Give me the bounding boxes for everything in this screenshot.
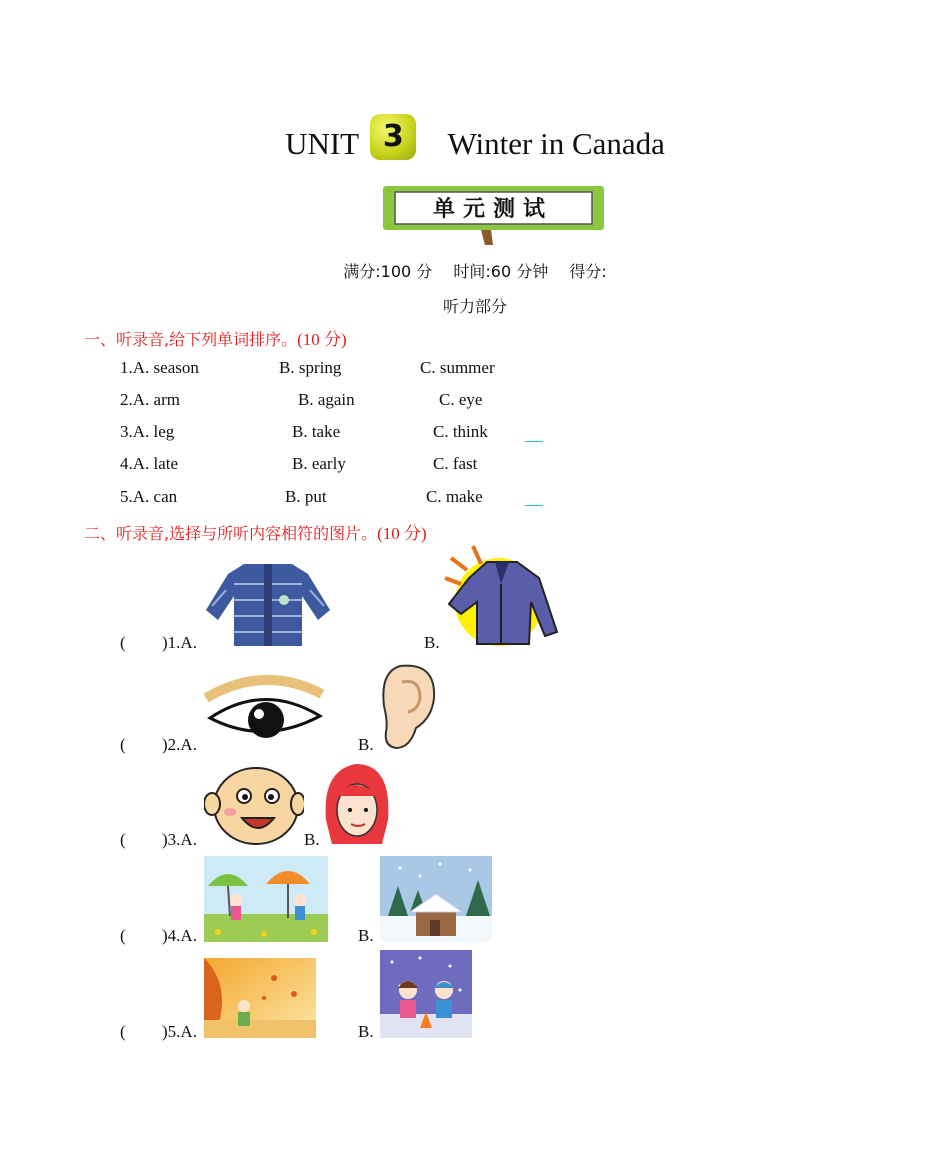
- list-item: [120, 487, 620, 509]
- unit-title: Winter in Canada: [447, 126, 665, 161]
- snowy-house-picture[interactable]: [380, 856, 492, 942]
- ear-picture[interactable]: [380, 662, 438, 752]
- unit-test-banner: [381, 183, 606, 245]
- option-a: 2.A. arm: [120, 390, 180, 409]
- option-b-label: B.: [424, 633, 440, 652]
- answer-paren-open[interactable]: (: [120, 735, 126, 754]
- part-title: 听力部分: [442, 297, 507, 316]
- option-b: B. put: [285, 487, 327, 506]
- answer-paren-open[interactable]: (: [120, 830, 126, 849]
- boy-face-picture[interactable]: [204, 762, 304, 848]
- eye-picture[interactable]: [204, 672, 324, 744]
- option-b: B. spring: [279, 358, 342, 377]
- option-b: B. again: [298, 390, 355, 409]
- option-b-label: B.: [304, 830, 320, 849]
- answer-paren-open[interactable]: (: [120, 926, 126, 945]
- option-a: 5.A. can: [120, 487, 178, 506]
- time-limit: 时间:60 分钟: [453, 262, 549, 281]
- unit-prefix: UNIT: [285, 126, 359, 161]
- question-label: )2.A.: [162, 735, 197, 754]
- page-title: [0, 119, 950, 174]
- winter-children-picture[interactable]: [380, 950, 472, 1038]
- spring-rain-picture[interactable]: [204, 856, 328, 942]
- option-a: 3.A. leg: [120, 422, 175, 441]
- option-c: C. eye: [439, 390, 483, 409]
- score-info: [0, 259, 950, 282]
- list-item: [120, 358, 620, 380]
- section1-title-text: 一、听录音,给下列单词排序。: [84, 330, 298, 349]
- autumn-picture[interactable]: [204, 958, 316, 1038]
- full-marks: 满分:100 分: [343, 262, 433, 281]
- question-label: )3.A.: [162, 830, 197, 849]
- answer-paren-open[interactable]: (: [120, 633, 126, 652]
- jacket-picture[interactable]: [443, 544, 561, 648]
- unit-number-badge: 3: [370, 114, 416, 160]
- question-label: )1.A.: [162, 633, 197, 652]
- question-label: )4.A.: [162, 926, 197, 945]
- score-field: 得分:: [569, 262, 607, 281]
- option-c: C. summer: [420, 358, 495, 377]
- section1-points: (10 分): [297, 330, 347, 349]
- list-item: [120, 390, 620, 412]
- section2-points: (10 分): [377, 524, 427, 543]
- option-b-label: B.: [358, 1022, 374, 1041]
- option-b: B. take: [292, 422, 341, 441]
- girl-face-picture[interactable]: [322, 760, 392, 848]
- option-b-label: B.: [358, 735, 374, 754]
- answer-blank[interactable]: [525, 504, 543, 506]
- section2-title: [84, 519, 427, 544]
- option-b-label: B.: [358, 926, 374, 945]
- option-c: C. fast: [433, 454, 478, 473]
- answer-paren-open[interactable]: (: [120, 1022, 126, 1041]
- section1-title: [84, 325, 347, 350]
- question-label: )5.A.: [162, 1022, 197, 1041]
- option-a: 1.A. season: [120, 358, 199, 377]
- option-b: B. early: [292, 454, 346, 473]
- answer-blank[interactable]: [525, 440, 543, 442]
- banner-text: 单元测试: [432, 197, 554, 222]
- option-a: 4.A. late: [120, 454, 179, 473]
- section2-title-text: 二、听录音,选择与所听内容相符的图片。: [84, 524, 378, 543]
- option-c: C. think: [433, 422, 488, 441]
- list-item: [120, 454, 620, 476]
- sweater-picture[interactable]: [204, 560, 332, 648]
- option-c: C. make: [426, 487, 483, 506]
- list-item: [120, 422, 620, 444]
